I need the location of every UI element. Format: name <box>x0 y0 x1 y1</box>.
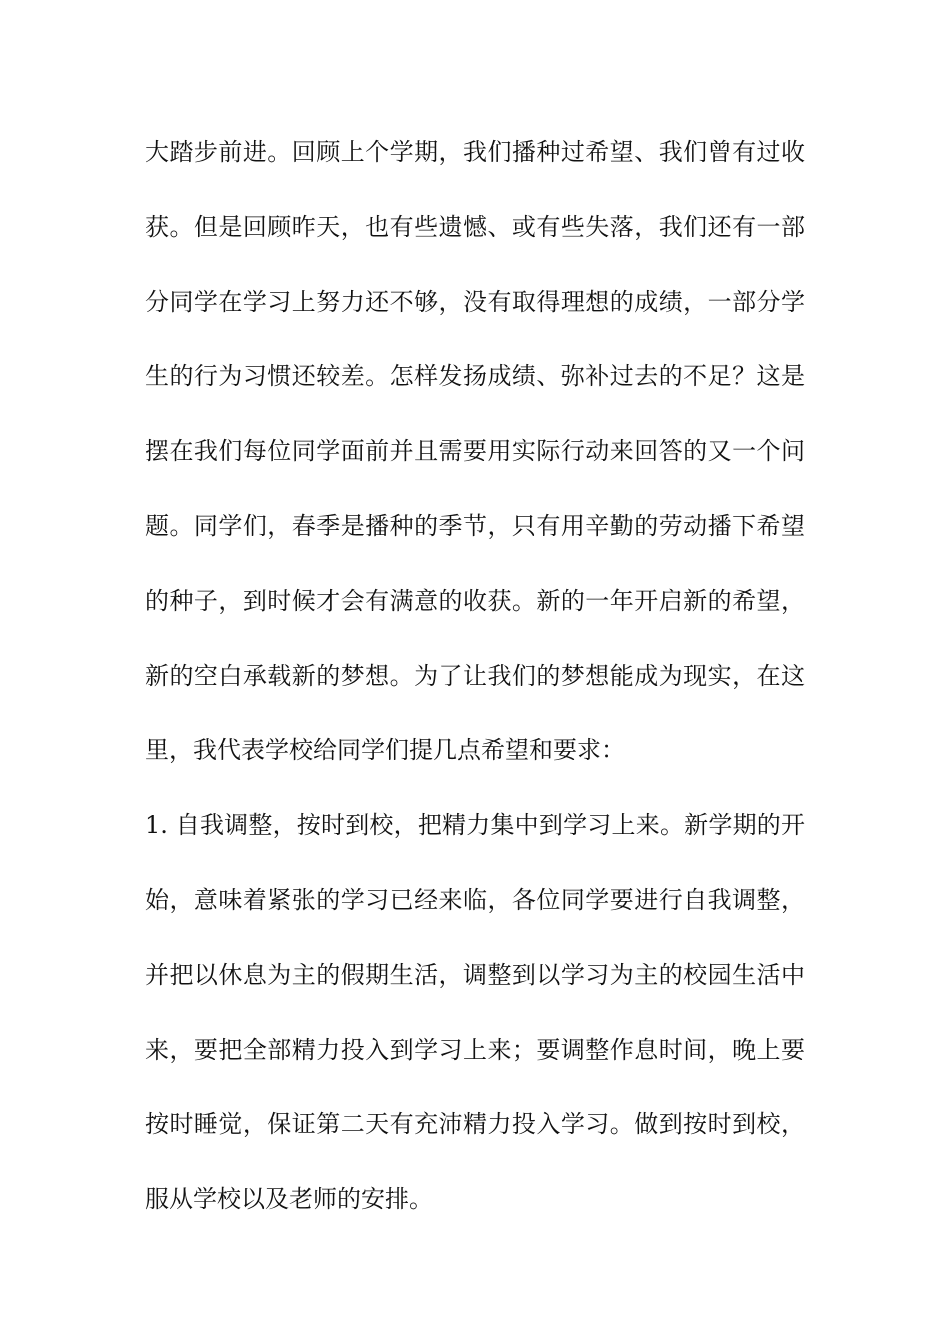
text-line: 始，意味着紧张的学习已经来临，各位同学要进行自我调整， <box>145 885 805 914</box>
text-line: 来，要把全部精力投入到学习上来；要调整作息时间，晚上要 <box>145 1035 805 1064</box>
text-line: 里，我代表学校给同学们提几点希望和要求： <box>145 736 625 765</box>
text-line: 服从学校以及老师的安排。 <box>145 1185 433 1214</box>
body-text <box>145 128 805 1250</box>
text-line: 按时睡觉，保证第二天有充沛精力投入学习。做到按时到校， <box>145 1110 805 1139</box>
text-line: 题。同学们，春季是播种的季节，只有用辛勤的劳动播下希望 <box>145 511 805 540</box>
text-line: 生的行为习惯还较差。怎样发扬成绩、弥补过去的不足？这是 <box>145 362 805 391</box>
text-line: 获。但是回顾昨天，也有些遗憾、或有些失落，我们还有一部 <box>145 212 805 241</box>
text-line: 新的空白承载新的梦想。为了让我们的梦想能成为现实，在这 <box>145 661 805 690</box>
text-line: 摆在我们每位同学面前并且需要用实际行动来回答的又一个问 <box>145 437 805 466</box>
text-line: 大踏步前进。回顾上个学期，我们播种过希望、我们曾有过收 <box>145 138 805 166</box>
text-line: 的种子，到时候才会有满意的收获。新的一年开启新的希望， <box>145 586 805 615</box>
text-line: 并把以休息为主的假期生活，调整到以学习为主的校园生活中 <box>145 960 805 989</box>
text-line: 分同学在学习上努力还不够，没有取得理想的成绩，一部分学 <box>145 287 805 316</box>
text-line: 1. 自我调整，按时到校，把精力集中到学习上来。新学期的开 <box>145 811 805 840</box>
